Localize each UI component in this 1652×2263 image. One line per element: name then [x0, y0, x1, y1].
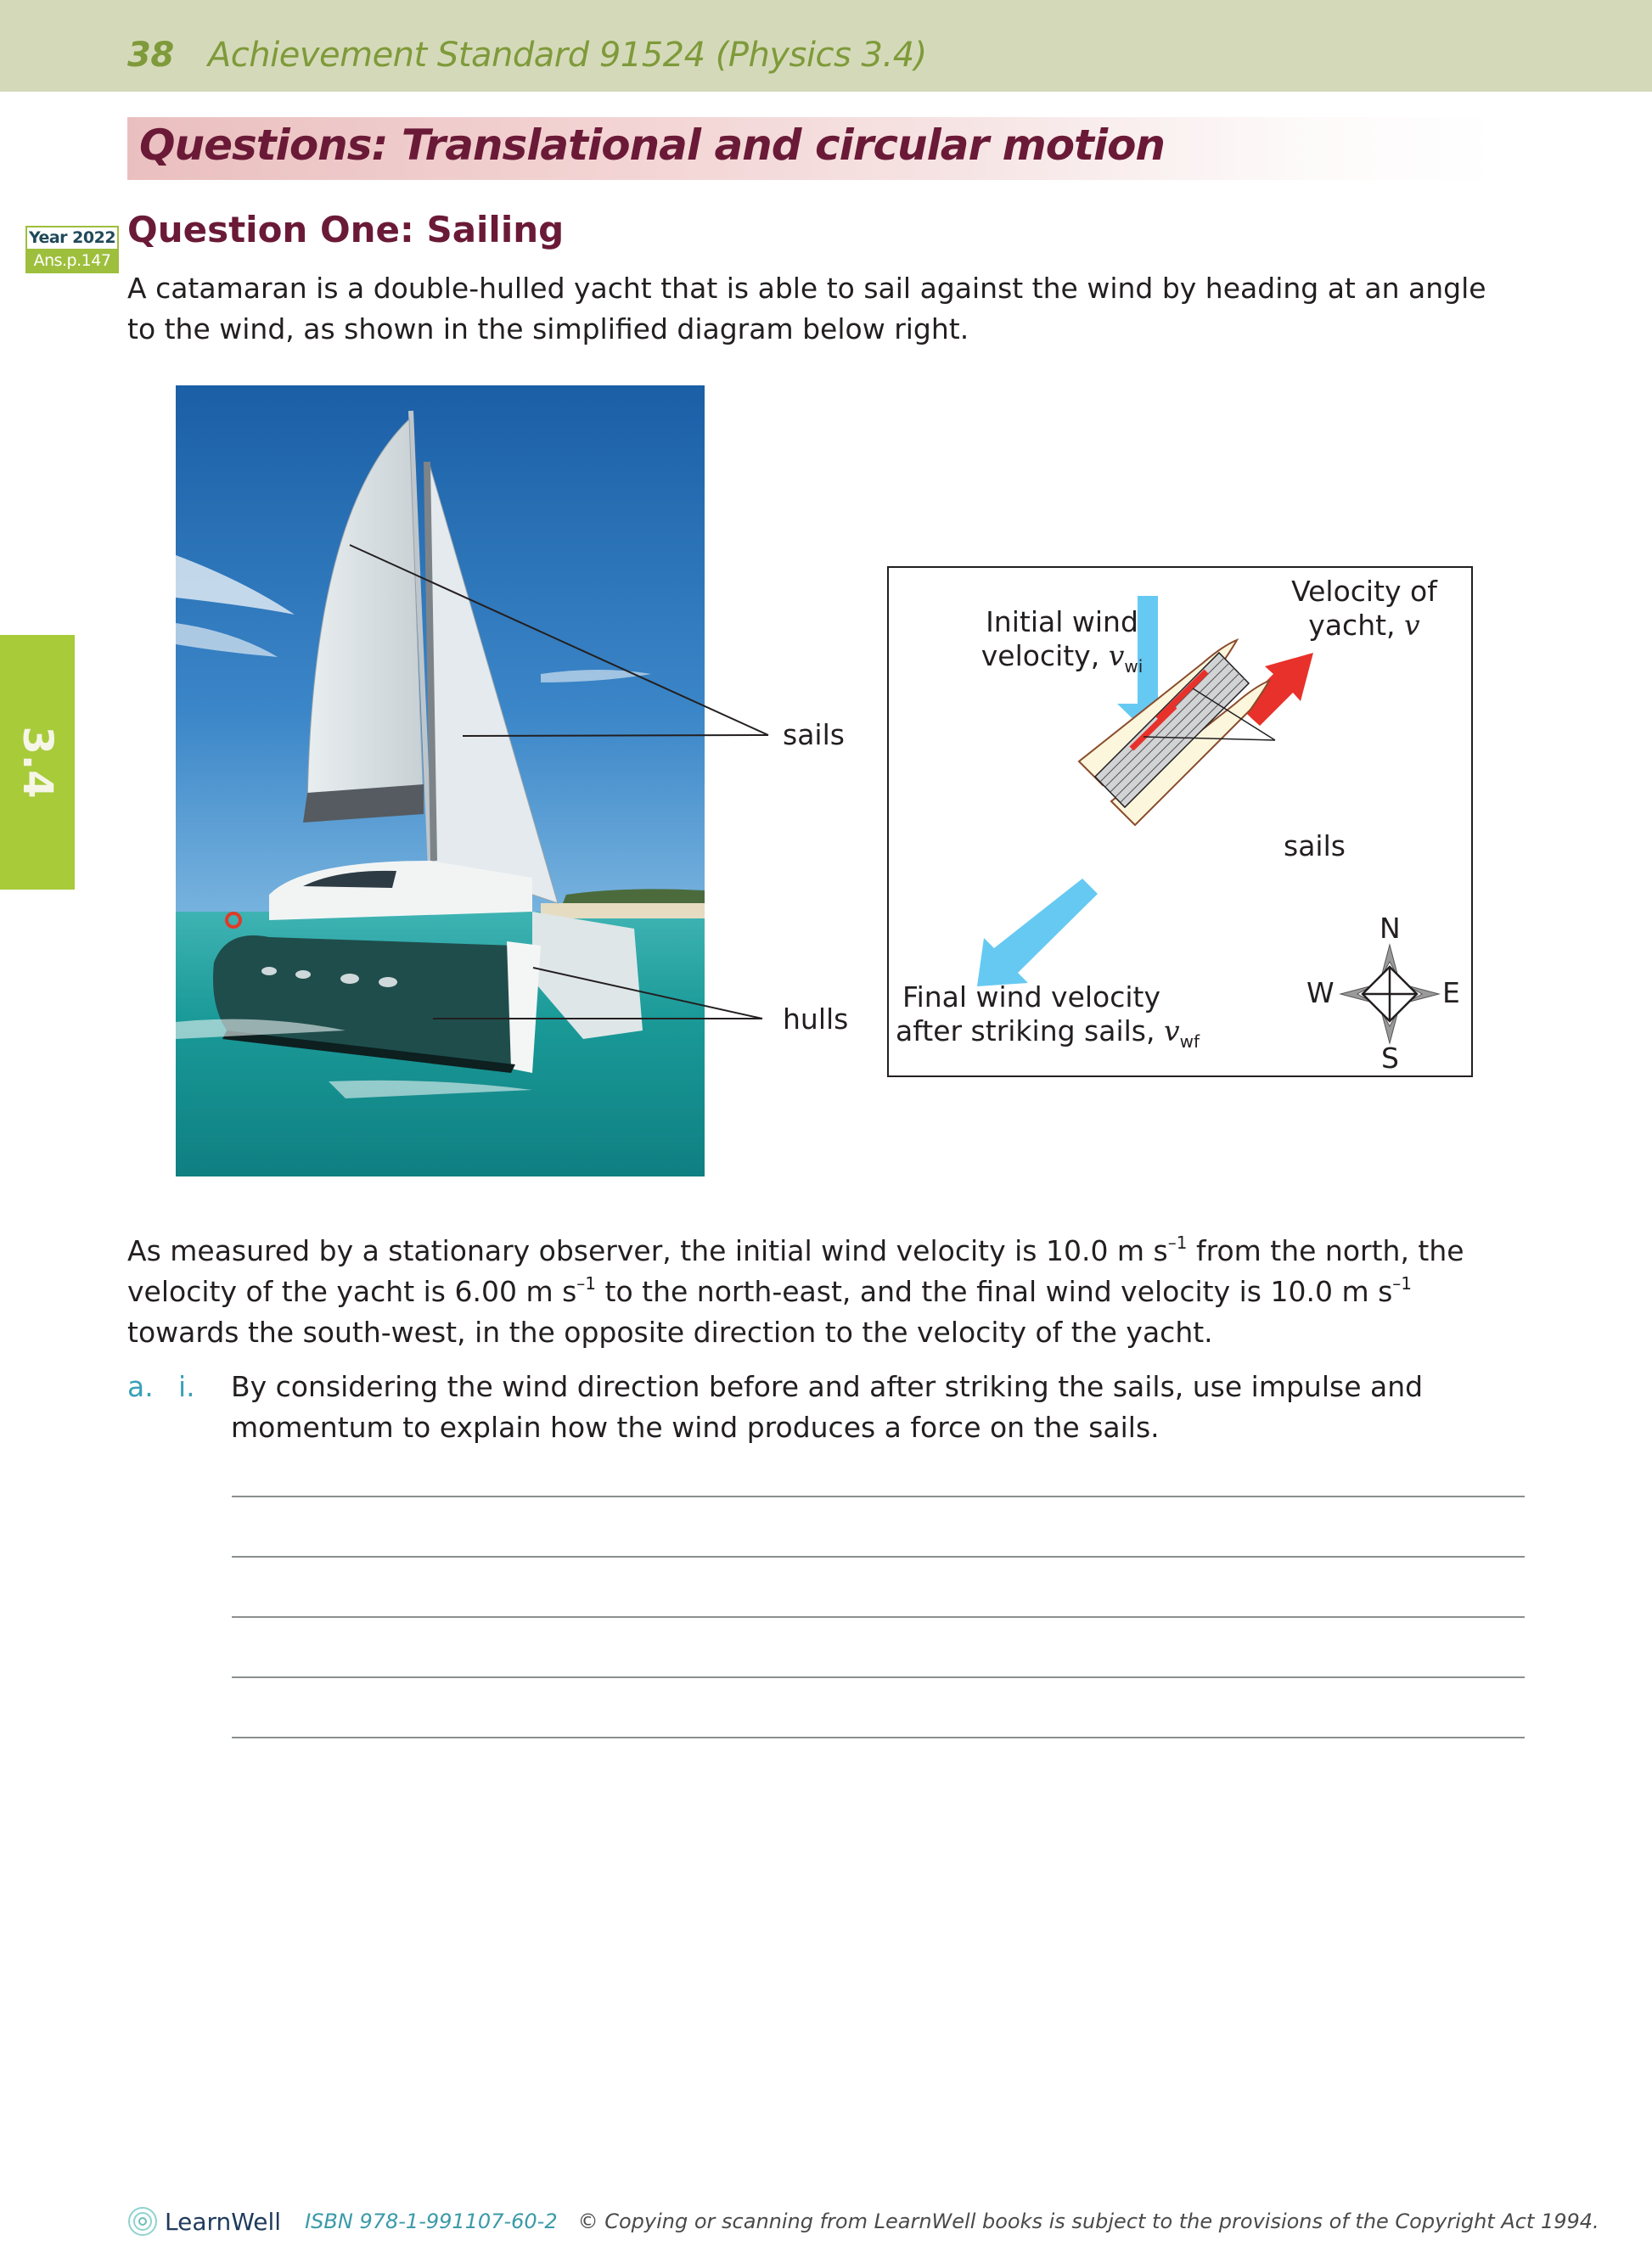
answer-line[interactable] — [232, 1616, 1525, 1618]
chapter-side-tab — [0, 635, 75, 890]
initial-wind-text: velocity, — [981, 639, 1109, 672]
compass-rose-icon — [1340, 945, 1439, 1043]
para-sup3: –1 — [1392, 1273, 1413, 1294]
catamaran-photo — [176, 385, 705, 1176]
given-data-paragraph — [127, 1231, 1528, 1353]
footer — [127, 2204, 1599, 2238]
year-label: Year 2022 — [25, 226, 119, 249]
side-tab-label: 3.4 — [14, 726, 61, 799]
header-band — [0, 0, 1652, 92]
initial-wind-line1: Initial wind — [986, 605, 1138, 638]
final-wind-label — [896, 980, 1200, 1058]
final-wind-arrow — [977, 879, 1098, 986]
page-number: 38 — [127, 36, 174, 75]
compass-east: E — [1442, 976, 1460, 1009]
yacht-velocity-line1: Velocity of — [1291, 575, 1437, 608]
answer-line[interactable] — [232, 1737, 1525, 1738]
yacht-velocity-label — [1279, 575, 1449, 643]
year-badge — [25, 226, 119, 273]
para-part1: As measured by a stationary observer, the initial wind velocity is 10.0 m s — [127, 1234, 1168, 1267]
final-wind-text: after striking sails, — [896, 1014, 1164, 1047]
catamaran-illustration — [176, 385, 705, 1176]
answer-line[interactable] — [232, 1496, 1525, 1497]
question-letter: a. — [127, 1370, 154, 1403]
yacht-velocity-symbol: v — [1404, 609, 1420, 642]
sailing-diagram — [887, 566, 1473, 1077]
yacht-velocity-arrow — [1240, 653, 1313, 726]
question-intro: A catamaran is a double-hulled yacht that is able to sail against the wind by heading at an angle to the wind, as shown in the simplified diagram below right. — [127, 272, 1486, 345]
footer-copyright: © Copying or scanning from LearnWell books is subject to the provisions of the Copyright Act 1994. — [577, 2210, 1599, 2233]
section-banner — [127, 117, 1496, 180]
answer-line[interactable] — [232, 1556, 1525, 1558]
yacht-velocity-line2 — [1279, 609, 1449, 643]
question-text: By considering the wind direction before and after striking the sails, use impulse and momentum to explain how the wind produces a force on the sails. — [231, 1370, 1424, 1444]
answer-page-link[interactable]: Ans.p.147 — [25, 249, 119, 273]
footer-brand: LearnWell — [165, 2207, 282, 2236]
answer-line[interactable] — [232, 1676, 1525, 1678]
hulls-label: hulls — [783, 1002, 849, 1036]
final-wind-line1: Final wind velocity — [902, 980, 1161, 1014]
section-title: Questions: Translational and circular motion — [139, 121, 1166, 170]
question-title: Question One: Sailing — [127, 209, 565, 250]
learnwell-logo-icon — [127, 2206, 158, 2237]
sails-label: sails — [783, 718, 845, 751]
para-sup2: –1 — [576, 1273, 597, 1294]
footer-isbn: ISBN 978-1-991107-60-2 — [305, 2210, 558, 2233]
diagram-sails-label: sails — [1284, 829, 1346, 862]
final-wind-line2 — [896, 1014, 1200, 1058]
compass-north: N — [1379, 912, 1401, 945]
para-part3: to the north-east, and the final wind velocity is 10.0 m s — [596, 1275, 1393, 1308]
initial-wind-line2 — [969, 639, 1155, 683]
running-header — [127, 36, 927, 75]
final-wind-symbol: v — [1163, 1014, 1180, 1047]
header-title: Achievement Standard 91524 (Physics 3.4) — [207, 36, 927, 75]
question-roman: i. — [178, 1370, 195, 1403]
compass-south: S — [1381, 1042, 1399, 1075]
para-part2: from the north, the velocity of the yacht is 6.00 m s — [127, 1234, 1464, 1308]
initial-wind-label — [969, 605, 1155, 683]
para-sup1: –1 — [1167, 1233, 1188, 1253]
initial-wind-subscript: wi — [1124, 656, 1143, 677]
compass-west: W — [1306, 976, 1335, 1009]
para-part4: towards the south-west, in the opposite direction to the velocity of the yacht. — [127, 1316, 1213, 1349]
initial-wind-symbol: v — [1108, 639, 1125, 672]
yacht-velocity-text: yacht, — [1308, 609, 1405, 642]
final-wind-subscript: wf — [1179, 1031, 1200, 1052]
